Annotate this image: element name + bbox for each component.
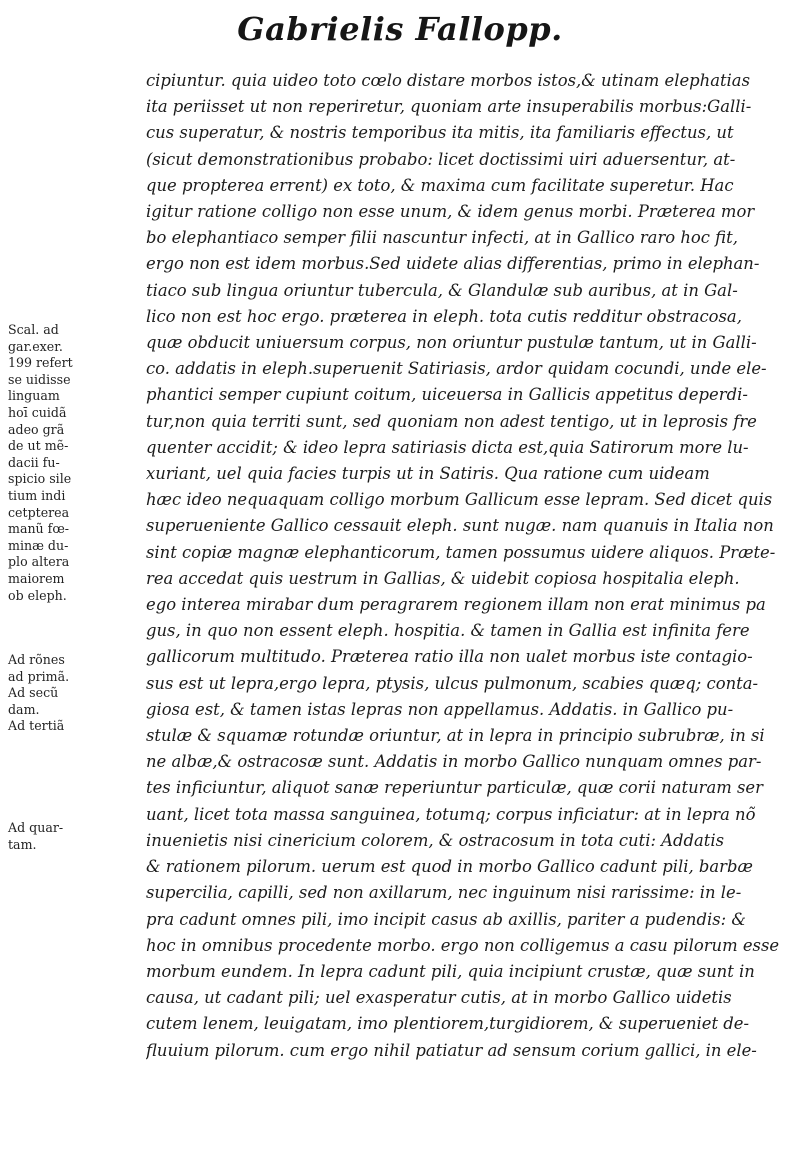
text-line: xuriant, uel quia facies turpis ut in Satiris. Qua ratione cum uideam xyxy=(146,464,710,484)
margin-note-ad-quartam xyxy=(8,820,72,853)
margin-line: tam. xyxy=(8,836,37,852)
text-line: supercilia, capilli, sed non axillarum, nec inguinum nisi rarissime: in le- xyxy=(146,883,742,903)
text-line: pra cadunt omnes pili, imo incipit casus ab axillis, pariter a pudendis: & xyxy=(146,909,746,929)
margin-line: Ad quar- xyxy=(8,820,64,835)
margin-line: linguam xyxy=(8,388,60,404)
text-line: (sicut demonstrationibus probabo: licet doctissimi uiri aduersentur, at- xyxy=(146,149,736,169)
text-line: giosa est, & tamen istas lepras non appellamus. Addatis. in Gallico pu- xyxy=(146,699,734,719)
margin-line: dam. xyxy=(8,701,40,717)
margin-line: 199 refert xyxy=(8,355,73,371)
text-line: causa, ut cadant pili; uel exasperatur cutis, at in morbo Gallico uidetis xyxy=(146,988,732,1008)
text-line: sint copiæ magnæ elephanticorum, tamen possumus uidere aliquos. Præte- xyxy=(146,542,776,562)
margin-line: Ad secũ xyxy=(8,685,59,701)
margin-note-scaliger xyxy=(8,322,72,604)
text-line: que propterea errent) ex toto, & maxima cum facilitate superetur. Hac xyxy=(146,175,734,195)
margin-line: tium indi xyxy=(8,487,66,503)
text-line: phantici semper cupiunt coitum, uiceuersa in Gallicis appetitus deperdi- xyxy=(146,385,748,405)
text-line: hoc in omnibus procedente morbo. ergo non colligemus a casu pilorum esse xyxy=(146,935,780,955)
margin-line: dacii fu- xyxy=(8,454,60,470)
text-line: morbum eundem. In lepra cadunt pili, quia incipiunt crustæ, quæ sunt in xyxy=(146,961,755,981)
text-line: igitur ratione colligo non esse unum, & idem genus morbi. Præterea mor xyxy=(146,202,755,222)
margin-line: adeo grã xyxy=(8,421,65,437)
text-line: gus, in quo non essent eleph. hospitia. & tamen in Gallia est infinita fere xyxy=(146,621,750,641)
margin-line: Scal. ad xyxy=(8,322,59,337)
margin-line: de ut mẽ- xyxy=(8,438,69,454)
running-title: Gabrielis Fallopp. xyxy=(237,10,563,48)
margin-line: manũ fœ- xyxy=(8,521,70,537)
text-line: sus est ut lepra,ergo lepra, ptysis, ulcus pulmonum, scabies quæq; conta- xyxy=(146,673,759,693)
text-line: tiaco sub lingua oriuntur tubercula, & Glandulæ sub auribus, at in Gal- xyxy=(146,280,738,300)
margin-line: gar.exer. xyxy=(8,338,63,354)
text-line: tes inficiuntur, aliquot sanæ reperiuntur particulæ, quæ corii naturam ser xyxy=(146,778,763,798)
margin-line: Ad tertiã xyxy=(8,718,65,734)
text-line: stulæ & squamæ rotundæ oriuntur, at in lepra in principio subrubræ, in si xyxy=(146,726,765,746)
text-line: bo elephantiaco semper filii nascuntur infecti, at in Gallico raro hoc fit, xyxy=(146,228,738,248)
margin-note-ad-rones xyxy=(8,652,72,735)
margin-line: ob eleph. xyxy=(8,587,67,603)
text-line: rea accedat quis uestrum in Gallias, & uidebit copiosa hospitalia eleph. xyxy=(146,568,740,588)
margin-line: ad primã. xyxy=(8,668,70,684)
text-line: ita periisset ut non reperiretur, quoniam arte insuperabilis morbus:Galli- xyxy=(146,97,752,117)
text-line: inuenietis nisi cinericium colorem, & ostracosum in tota cuti: Addatis xyxy=(146,830,725,850)
margin-line: spicio sile xyxy=(8,471,72,487)
text-line: ergo non est idem morbus.Sed uidete alias differentias, primo in elephan- xyxy=(146,254,760,274)
margin-line: plo altera xyxy=(8,554,70,570)
margin-line: se uidisse xyxy=(8,371,71,387)
text-line: uant, licet tota massa sanguinea, totumq; corpus inficiatur: at in lepra nõ xyxy=(146,804,756,824)
main-text-block xyxy=(146,68,786,1064)
text-line: co. addatis in eleph.superuenit Satiriasis, ardor quidam cocundi, unde ele- xyxy=(146,359,767,379)
text-line: quæ obducit uniuersum corpus, non oriuntur pustulæ tantum, ut in Galli- xyxy=(146,333,757,353)
text-line: & rationem pilorum. uerum est quod in morbo Gallico cadunt pili, barbæ xyxy=(146,857,753,877)
text-line: cus superatur, & nostris temporibus ita mitis, ita familiaris effectus, ut xyxy=(146,123,734,143)
text-line: ne albæ,& ostracosæ sunt. Addatis in morbo Gallico nunquam omnes par- xyxy=(146,752,762,772)
text-line: hæc ideo nequaquam colligo morbum Gallicum esse lepram. Sed dicet quis xyxy=(146,490,773,510)
text-line: superueniente Gallico cessauit eleph. sunt nugæ. nam quanuis in Italia non xyxy=(146,516,774,536)
margin-line: minæ du- xyxy=(8,537,69,553)
text-line: tur,non quia territi sunt, sed quoniam non adest tentigo, ut in leprosis fre xyxy=(146,411,757,431)
margin-line: maiorem xyxy=(8,570,65,586)
margin-line: Ad rõnes xyxy=(8,652,65,667)
text-line: gallicorum multitudo. Præterea ratio illa non ualet morbus iste contagio- xyxy=(146,647,753,667)
text-line: quenter accidit; & ideo lepra satiriasis dicta est,quia Satirorum more lu- xyxy=(146,437,749,457)
margin-line: hoī cuidã xyxy=(8,404,67,420)
margin-line: cetpterea xyxy=(8,504,70,520)
text-line: cutem lenem, leuigatam, imo plentiorem,turgidiorem, & superueniet de- xyxy=(146,1014,749,1034)
text-line: ego interea mirabar dum peragrarem regionem illam non erat minimus pa xyxy=(146,595,766,615)
text-line: lico non est hoc ergo. præterea in eleph. tota cutis redditur obstracosa, xyxy=(146,306,742,326)
text-line: cipiuntur. quia uideo toto cœlo distare morbos istos,& utinam elephatias xyxy=(146,71,750,90)
text-line: fluuium pilorum. cum ergo nihil patiatur ad sensum corium gallici, in ele- xyxy=(146,1040,757,1060)
